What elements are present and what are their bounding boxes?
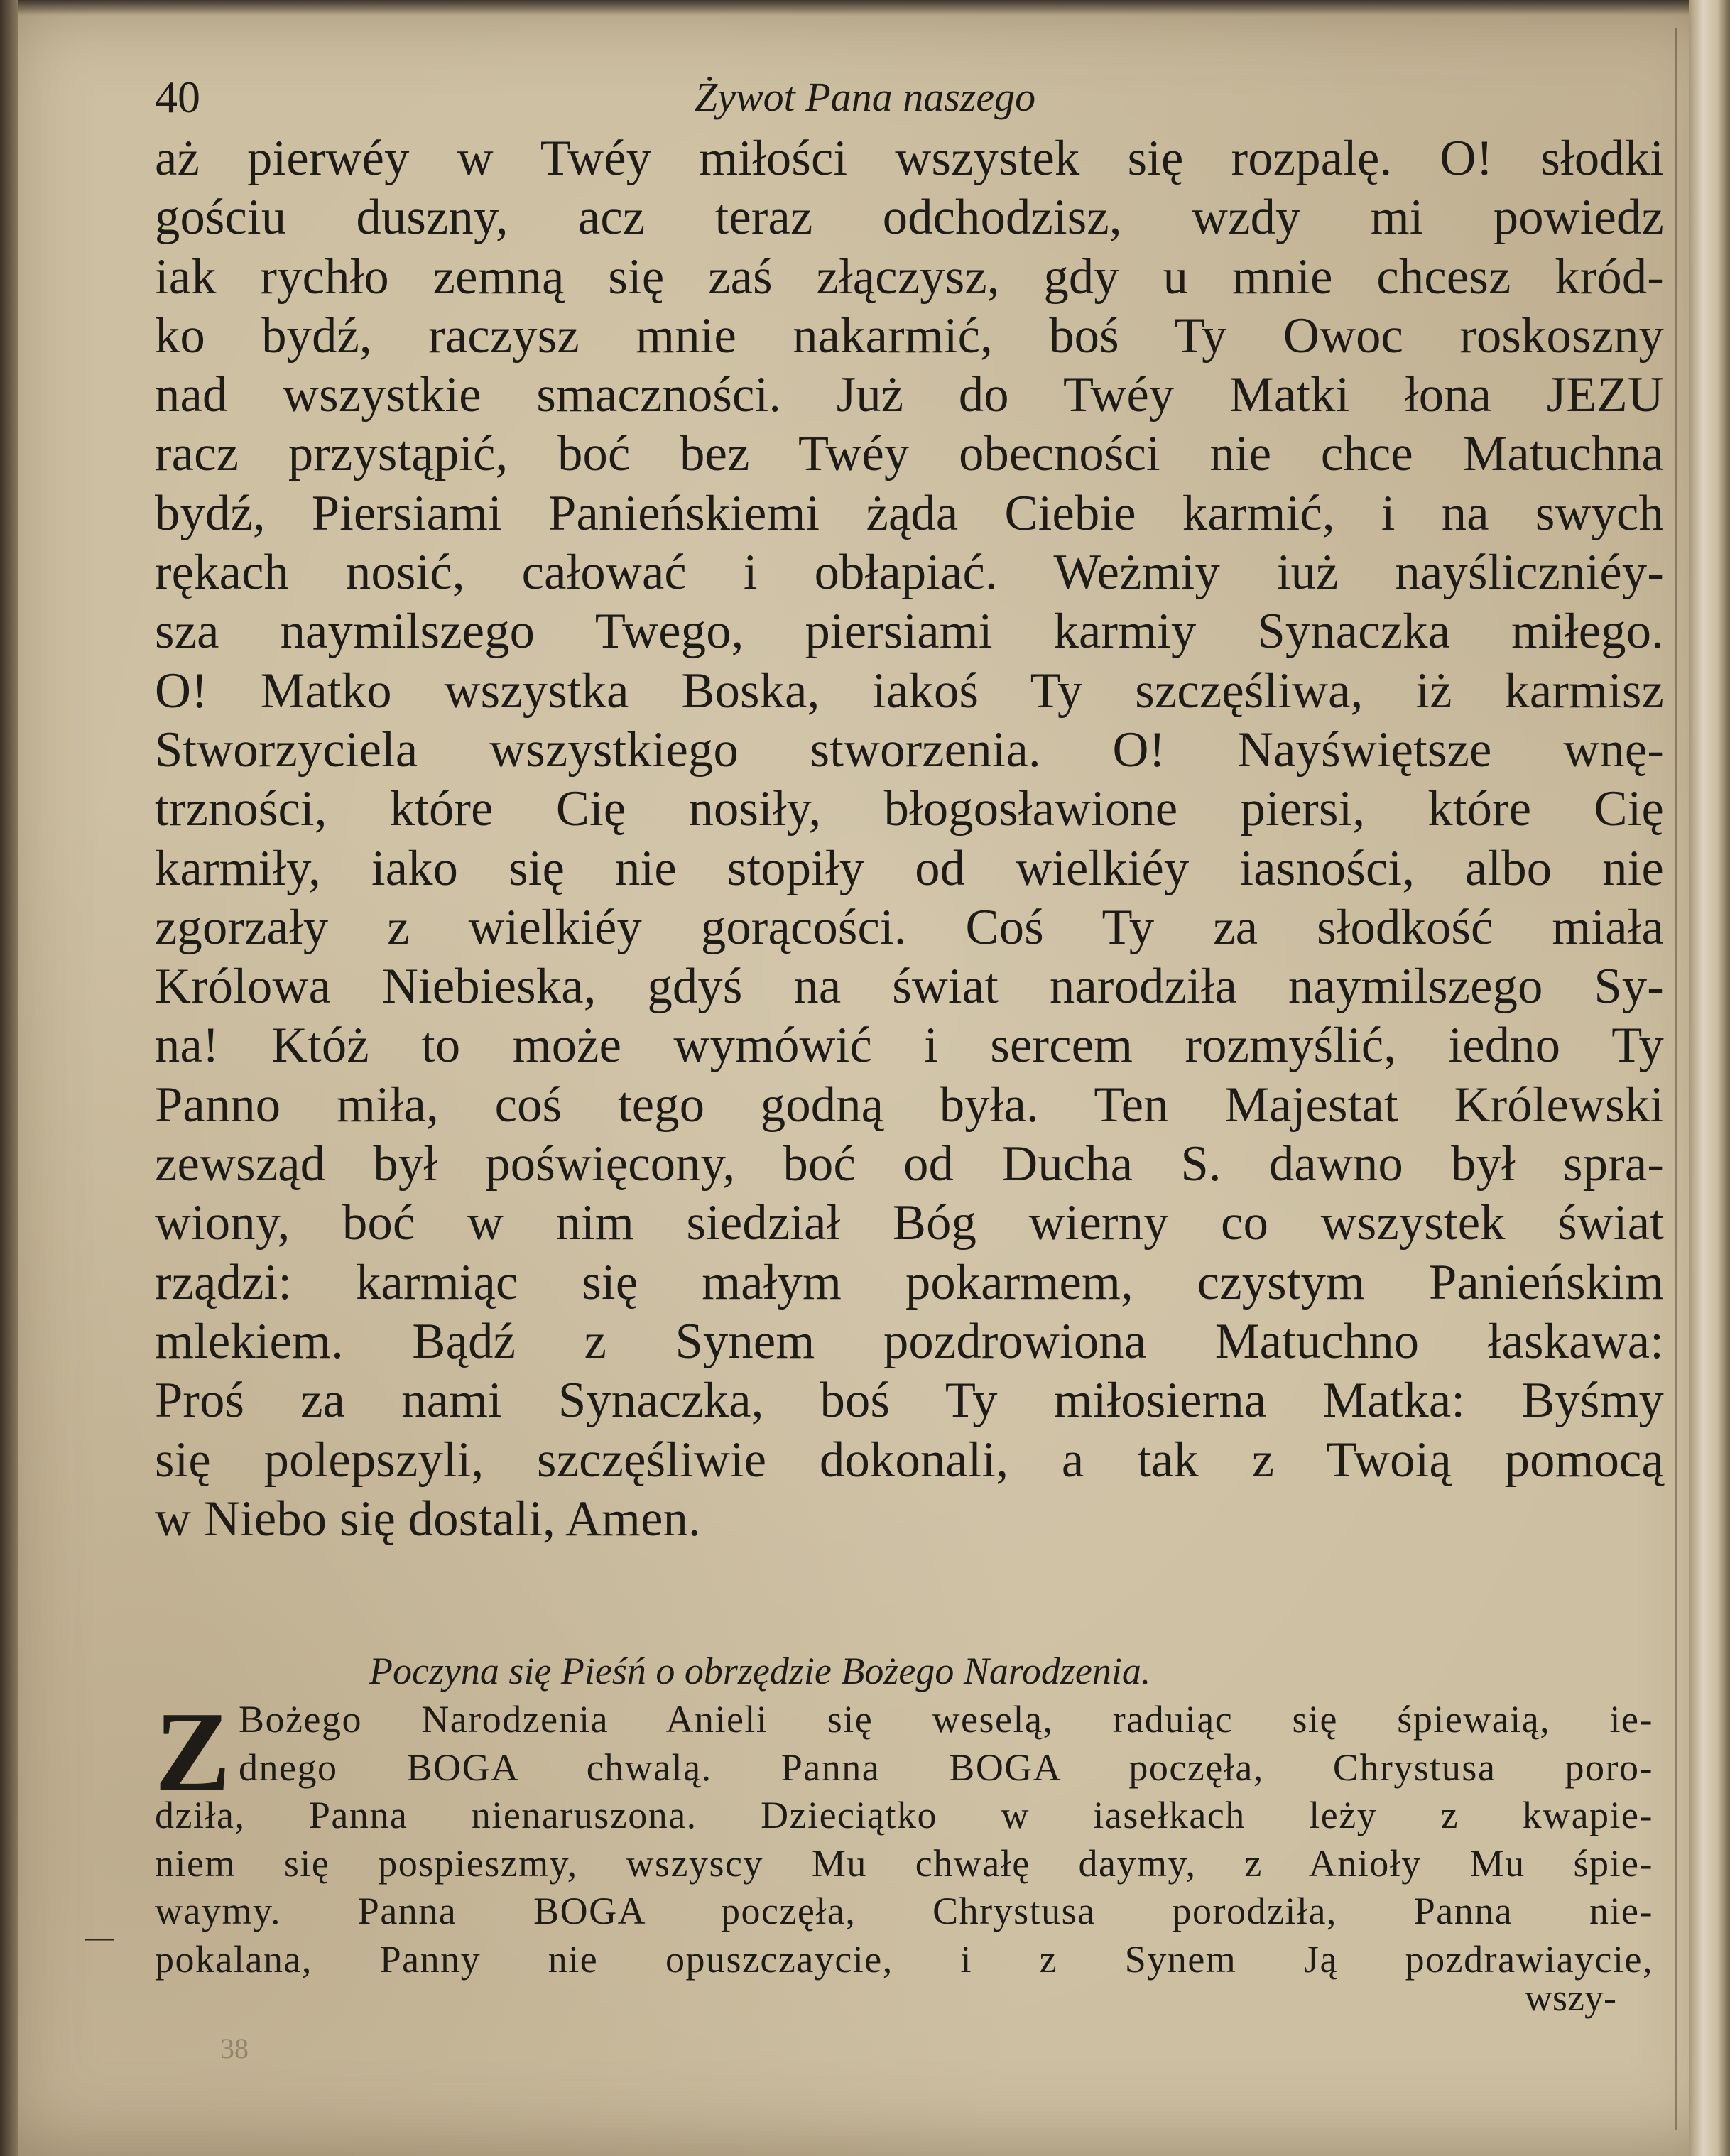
text-line: karmiły, iako się nie stopiły od wielkiéy iasności, albo nie <box>155 840 1664 896</box>
text-line: sza naymilszego Twego, piersiami karmiy Synaczka miłego. <box>155 604 1664 660</box>
text-line: rządzi: karmiąc się małym pokarmem, czystym Panieńskim <box>155 1254 1664 1310</box>
signature-mark: 38 <box>220 2032 249 2064</box>
text-line: się polepszyli, szczęśliwie dokonali, a tak z Twoią pomocą <box>155 1432 1664 1488</box>
text-line: Królowa Niebieska, gdyś na świat narodziła naymilszego Sy- <box>155 959 1664 1015</box>
text-line: aż pierwéy w Twéy miłości wszystek się rozpalę. O! słodki <box>155 131 1664 186</box>
text-line: Panno miła, coś tego godną była. Ten Majestat Królewski <box>155 1077 1664 1133</box>
text-line: gościu duszny, acz teraz odchodzisz, wzdy mi powiedz <box>155 190 1664 246</box>
page-left-edge <box>0 0 18 2156</box>
text-line: bydź, Piersiami Panieńskiemi żąda Ciebie karmić, i na swych <box>155 485 1664 541</box>
drop-cap: Z <box>155 1688 231 1814</box>
page-right-edge <box>1689 0 1730 2156</box>
catchword: wszy- <box>1525 1976 1616 2019</box>
hymn-line: Bożego Narodzenia Anieli się weselą, raduiąc się śpiewaią, ie- <box>239 1698 1653 1741</box>
text-line: nad wszystkie smaczności. Już do Twéy Matki łona JEZU <box>155 367 1664 423</box>
page-number: 40 <box>155 72 200 122</box>
hymn-title: Poczyna się Pieśń o obrzędzie Bożego Narodzenia. <box>369 1650 1151 1692</box>
hymn-text <box>155 1688 1653 1983</box>
text-line: Stworzyciela wszystkiego stworzenia. O! Nayświętsze wnę- <box>155 722 1664 778</box>
text-line: racz przystąpić, boć bez Twéy obecności nie chce Matuchna <box>155 426 1664 482</box>
text-line: wiony, boć w nim siedział Bóg wierny co wszystek świat <box>155 1195 1664 1251</box>
page-fold-line <box>1675 28 1677 2130</box>
running-title: Żywot Pana naszego <box>695 74 1036 120</box>
page-top-edge <box>0 0 1730 16</box>
text-line: zewsząd był poświęcony, boć od Ducha S. dawno był spra- <box>155 1136 1664 1192</box>
margin-mark: — <box>85 1921 114 1953</box>
prayer-text <box>155 129 1664 1635</box>
hymn-line: pokalana, Panny nie opuszczaycie, i z Synem Ją pozdrawiaycie, <box>155 1937 1653 1981</box>
text-line: trzności, które Cię nosiły, błogosławione piersi, które Cię <box>155 781 1664 837</box>
text-line: Proś za nami Synaczka, boś Ty miłosierna Matka: Byśmy <box>155 1373 1664 1429</box>
text-line: O! Matko wszystka Boska, iakoś Ty szczęśliwa, iż karmisz <box>155 663 1664 719</box>
text-line: ko bydź, raczysz mnie nakarmić, boś Ty Owoc roskoszny <box>155 307 1664 364</box>
text-line: iak rychło zemną się zaś złączysz, gdy u mnie chcesz kród- <box>155 249 1664 305</box>
hymn-line: waymy. Panna BOGA poczęła, Chrystusa porodziła, Panna nie- <box>155 1890 1653 1932</box>
hymn-line: dnego BOGA chwalą. Panna BOGA poczęła, Chrystusa poro- <box>239 1746 1653 1789</box>
text-line: w Niebo się dostali, Amen. <box>155 1491 701 1547</box>
hymn-line: niem się pospieszmy, wszyscy Mu chwałę daymy, z Anioły Mu śpie- <box>155 1841 1653 1885</box>
hymn-line: dziła, Panna nienaruszona. Dzieciątko w iasełkach leży z kwapie- <box>155 1794 1653 1836</box>
text-line: na! Któż to może wymówić i sercem rozmyślić, iedno Ty <box>155 1018 1664 1074</box>
text-line: mlekiem. Bądź z Synem pozdrowiona Matuchno łaskawa: <box>155 1313 1664 1369</box>
text-line: zgorzały z wielkiéy gorącości. Coś Ty za słodkość miała <box>155 899 1664 955</box>
text-line: rękach nosić, całować i obłapiać. Weżmiy iuż nayśliczniéy- <box>155 545 1664 601</box>
page-header <box>155 65 1660 129</box>
